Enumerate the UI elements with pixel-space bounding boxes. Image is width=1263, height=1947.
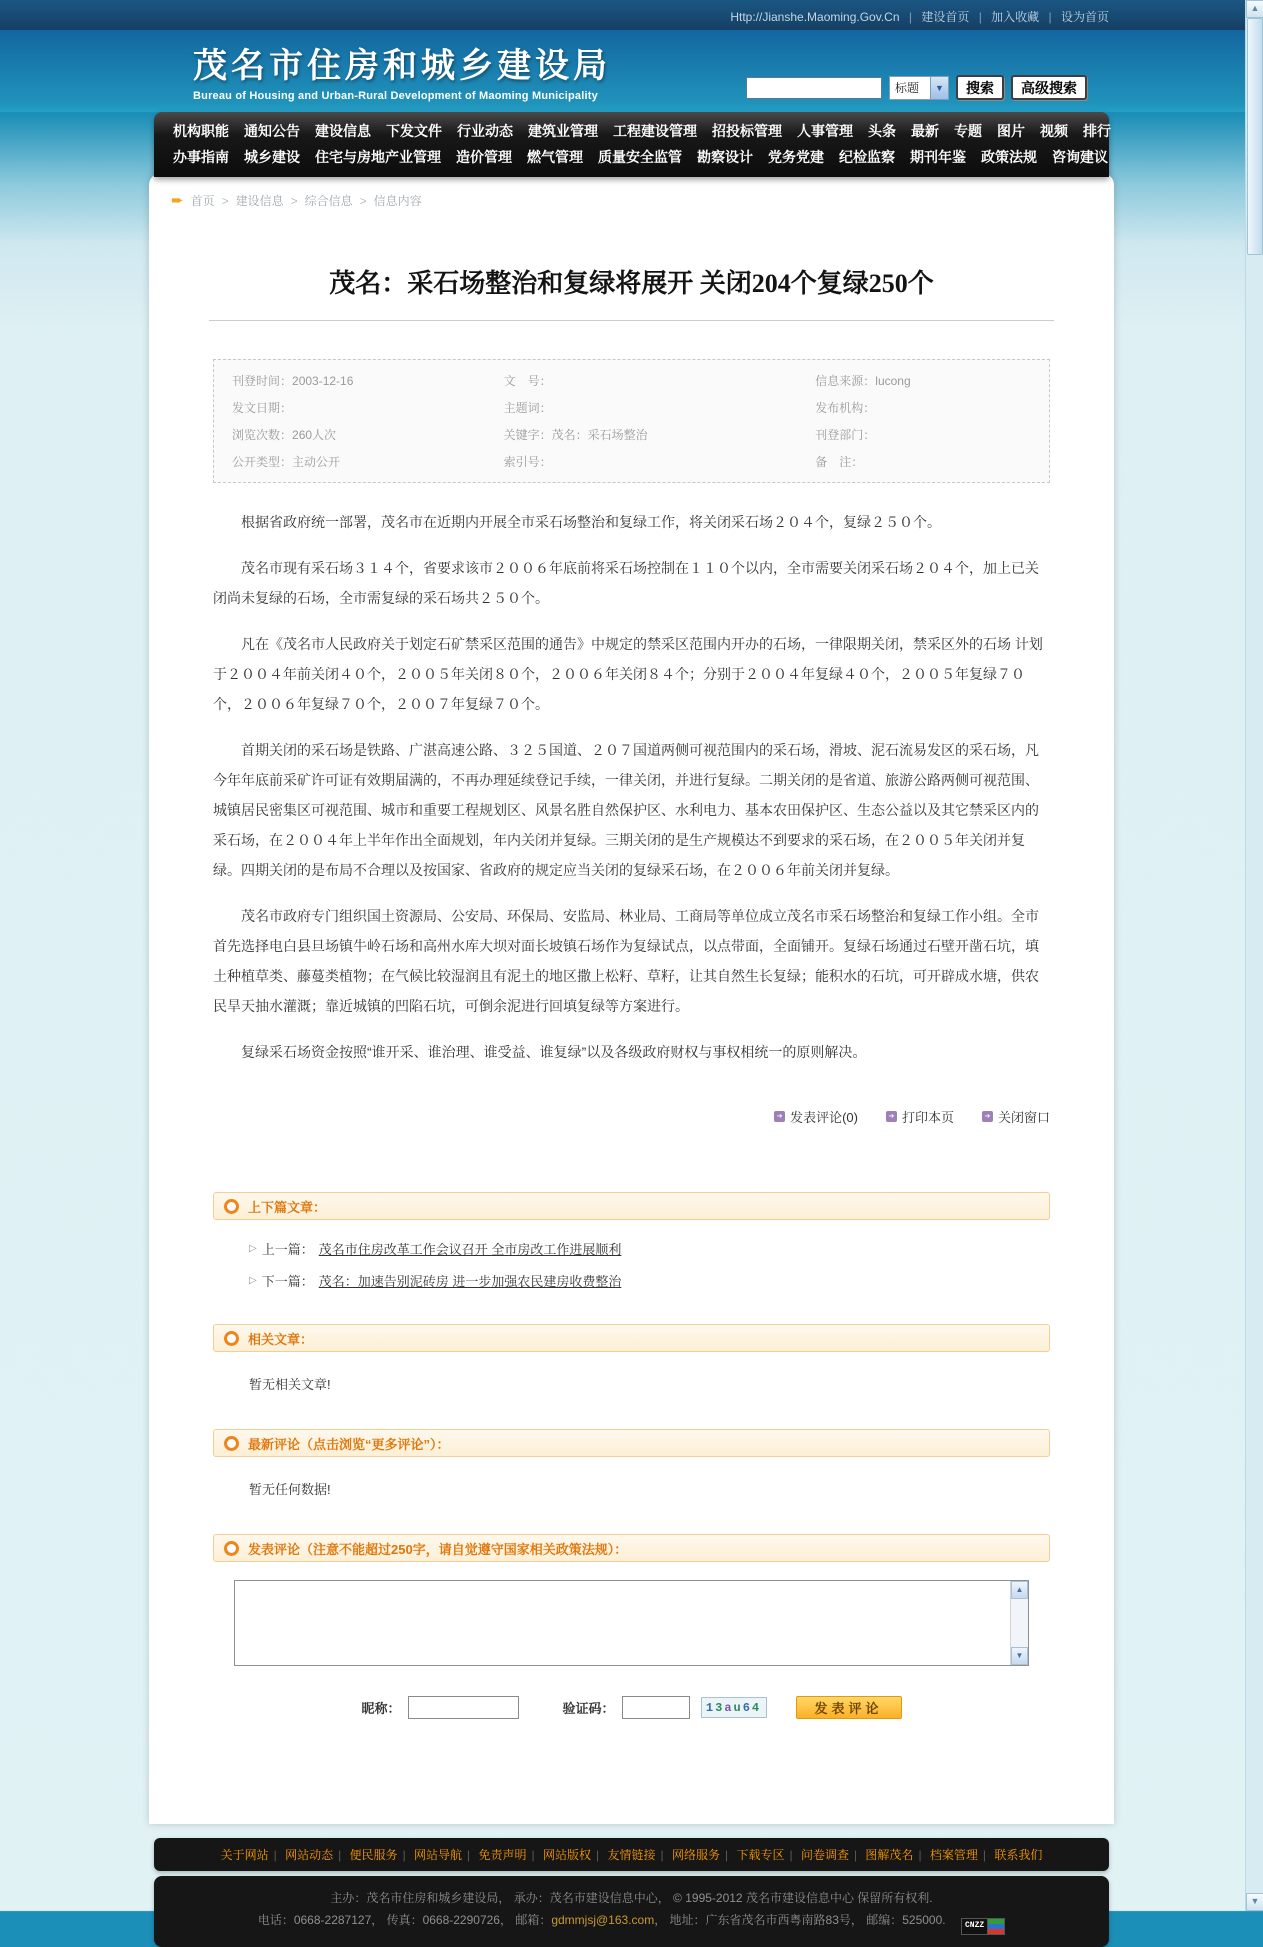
site-subtitle: Bureau of Housing and Urban-Rural Development of Maoming Municipality	[193, 90, 598, 102]
meta-department: 刊登部门：	[815, 428, 876, 442]
nav-item[interactable]: 视频	[1040, 123, 1068, 139]
search-input[interactable]	[746, 77, 882, 99]
nav-item[interactable]: 通知公告	[244, 123, 300, 139]
content-panel	[149, 173, 1114, 1824]
footer-link[interactable]: 网站动态	[285, 1848, 334, 1862]
footer-link[interactable]: 问卷调查	[800, 1848, 849, 1862]
footer-link[interactable]: 友情链接	[607, 1848, 656, 1862]
cnzz-badge-icon: CNZZ	[961, 1918, 1005, 1935]
top-strip	[0, 0, 1263, 30]
site-url: Http://Jianshe.Maoming.Gov.Cn	[730, 10, 900, 24]
nav-item[interactable]: 专题	[954, 123, 982, 139]
nav-row-2	[154, 144, 1109, 170]
nav-item[interactable]: 政策法规	[981, 149, 1037, 165]
captcha-field[interactable]	[622, 1696, 690, 1719]
triangle-bullet-icon: ▷	[249, 1243, 257, 1254]
chevron-down-icon: ▼	[930, 77, 948, 99]
nav-item[interactable]: 城乡建设	[244, 149, 300, 165]
search-bar	[746, 75, 1087, 100]
divider: |	[978, 10, 982, 24]
article-paragraph: 茂名市政府专门组织国土资源局、公安局、环保局、安监局、林业局、工商局等单位成立茂名市采石场整治和复绿工作小组。全市首先选择电白县旦场镇牛岭石场和高州水库大坝对面长坡镇石场作为复绿试点，以点带面，全面铺开。复绿石场通过石壁开凿石坑，填土种植草类、藤蔓类植物；在气候比较湿润且有泥土的地区撒上松籽、草籽，让其自然生长复绿；能积水的石坑，可开辟成水塘，供农民旱天抽水灌溉；靠近城镇的凹陷石坑，可倒余泥进行回填复绿等方案进行。	[213, 908, 1039, 1014]
nav-item[interactable]: 燃气管理	[527, 149, 583, 165]
footer-link[interactable]: 关于网站	[220, 1848, 269, 1862]
breadcrumb-current: 信息内容	[373, 194, 422, 208]
next-article-link[interactable]: 茂名：加速告别泥砖房 进一步加强农民建房收费整治	[318, 1274, 622, 1289]
article-paragraph: 凡在《茂名市人民政府关于划定石矿禁采区范围的通告》中规定的禁采区范围内开办的石场，一律限期关闭，禁采区外的石场 计划于２００４年前关闭４０个，２００５年关闭８０个，２００６年关闭８４个；分别于２００４年复绿４０个，２００５年复绿７０个，２００６年复绿７０个，２００７年复绿７０个。	[213, 636, 1043, 712]
divider: |	[918, 1848, 922, 1862]
divider: |	[467, 1848, 471, 1862]
title-divider	[209, 320, 1054, 321]
divider: |	[982, 1848, 987, 1862]
breadcrumb-arrow-icon: ➨	[171, 192, 184, 209]
divider: |	[853, 1848, 858, 1862]
meta-views: 浏览次数：260人次	[232, 428, 337, 442]
footer-link[interactable]: 网站版权	[543, 1848, 592, 1862]
search-category-select[interactable]	[889, 76, 949, 100]
captcha-label: 验证码：	[562, 1701, 615, 1716]
nav-item[interactable]: 机构职能	[173, 123, 229, 139]
meta-keywords: 关键字：茂名：采石场整治	[503, 428, 648, 442]
breadcrumb-general-info[interactable]: 综合信息	[304, 194, 353, 208]
article-paragraph: 复绿采石场资金按照“谁开采、谁治理、谁受益、谁复绿”以及各级政府财权与事权相统一的原则解决。	[241, 1044, 867, 1060]
divider: |	[531, 1848, 535, 1862]
search-category-label: 标题	[895, 81, 920, 95]
prev-label: 上一篇：	[261, 1242, 314, 1257]
nav-item[interactable]: 建筑业管理	[528, 123, 598, 139]
arrow-bullet-icon: ➔	[774, 1111, 785, 1122]
scroll-thumb[interactable]	[1247, 18, 1263, 255]
captcha-image: 1 3 a u 6 4	[701, 1697, 767, 1718]
comments-empty-note: 暂无任何数据!	[249, 1482, 331, 1497]
nav-item[interactable]: 质量安全监管	[598, 149, 682, 165]
nav-item[interactable]: 咨询建议	[1052, 149, 1108, 165]
nav-item[interactable]: 纪检监察	[839, 149, 895, 165]
nav-item[interactable]: 造价管理	[456, 149, 512, 165]
ring-bullet-icon	[224, 1331, 239, 1346]
nav-item[interactable]: 下发文件	[386, 123, 442, 139]
post-comment-link[interactable]: ➔ 发表评论(0)	[774, 1107, 858, 1126]
nickname-field[interactable]	[408, 1696, 519, 1719]
nav-item[interactable]: 办事指南	[173, 149, 229, 165]
divider: |	[1048, 10, 1052, 24]
ring-bullet-icon	[224, 1436, 239, 1451]
nav-item[interactable]: 党务党建	[768, 149, 824, 165]
advanced-search-button[interactable]: 高级搜索	[1011, 75, 1087, 100]
site-title: 茂名市住房和城乡建设局	[193, 47, 611, 85]
footer-link[interactable]: 下载专区	[736, 1848, 785, 1862]
nav-item[interactable]: 行业动态	[457, 123, 513, 139]
footer-link[interactable]: 联系我们	[994, 1848, 1043, 1862]
footer-copyright	[154, 1876, 1109, 1947]
article-paragraph: 首期关闭的采石场是铁路、广湛高速公路、３２５国道、２０７国道两侧可视范围内的采石场，滑坡、泥石流易发区的采石场，凡今年年底前采矿许可证有效期届满的，不再办理延续登记手续，一律关闭，并进行复绿。二期关闭的是省道、旅游公路两侧可视范围、城镇居民密集区可视范围、城市和重要工程规划区、风景名胜自然保护区、水利电力、基本农田保护区、生态公益以及其它禁采区内的采石场，在２００４年上半年作出全面规划，年内关闭并复绿。三期关闭的是生产规模达不到要求的采石场，在２００５年关闭并复绿。四期关闭的是布局不合理以及按国家、省政府的规定应当关闭的复绿采石场，在２００６年前关闭并复绿。	[213, 742, 1039, 878]
breadcrumb-separator: >	[290, 193, 298, 208]
meta-doc-number: 文 号：	[503, 374, 552, 388]
divider: |	[338, 1848, 342, 1862]
article-actions	[149, 1083, 1114, 1126]
next-article-row	[149, 1258, 1114, 1290]
divider: |	[908, 10, 912, 24]
footer-link[interactable]: 档案管理	[929, 1848, 978, 1862]
nav-item[interactable]: 人事管理	[797, 123, 853, 139]
prev-article-row	[149, 1220, 1114, 1258]
section-comments-header: 最新评论（点击浏览“更多评论”）：	[213, 1429, 1050, 1457]
main-nav	[154, 112, 1109, 177]
nav-item[interactable]: 工程建设管理	[613, 123, 697, 139]
meta-remark: 备 注：	[815, 455, 864, 469]
footer-link[interactable]: 网站导航	[414, 1848, 463, 1862]
divider: |	[660, 1848, 664, 1862]
meta-agency: 发布机构：	[815, 401, 876, 415]
topbar-link-home[interactable]: 建设首页	[921, 10, 970, 24]
comment-textarea[interactable]	[234, 1580, 1029, 1666]
close-window-link[interactable]: ➔ 关闭窗口	[982, 1107, 1050, 1126]
page-scrollbar[interactable]	[1245, 0, 1263, 1911]
scroll-down-icon[interactable]: ▼	[1246, 1893, 1263, 1911]
divider: |	[724, 1848, 729, 1862]
nav-item[interactable]: 住宅与房地产业管理	[315, 149, 441, 165]
divider: |	[789, 1848, 793, 1862]
breadcrumb	[149, 177, 1114, 221]
nav-item[interactable]: 图片	[997, 123, 1025, 139]
nav-row-1	[154, 118, 1109, 144]
nav-item[interactable]: 勘察设计	[697, 149, 753, 165]
meta-publish-time: 刊登时间：2003-12-16	[232, 374, 354, 388]
copyright-line-1: 主办：茂名市住房和城乡建设局， 承办：茂名市建设信息中心， © 1995-2012 茂名市建设信息中心 保留所有权利.	[330, 1891, 933, 1905]
next-label: 下一篇：	[261, 1274, 314, 1289]
ring-bullet-icon	[224, 1199, 239, 1214]
footer-email-link[interactable]: gdmmjsj@163.com	[551, 1913, 655, 1927]
nav-item[interactable]: 建设信息	[315, 123, 371, 139]
section-prev-next-header: 上下篇文章：	[213, 1192, 1050, 1220]
footer-links-bar	[154, 1838, 1109, 1871]
topbar-link-favorite[interactable]: 加入收藏	[991, 10, 1040, 24]
search-button[interactable]: 搜索	[956, 75, 1004, 100]
meta-issue-date: 发文日期：	[232, 401, 293, 415]
nav-item[interactable]: 排行	[1083, 123, 1111, 139]
footer-link[interactable]: 网络服务	[671, 1848, 720, 1862]
topbar-link-sethome[interactable]: 设为首页	[1060, 10, 1109, 24]
meta-subject: 主题词：	[503, 401, 552, 415]
section-related-header: 相关文章：	[213, 1324, 1050, 1352]
arrow-bullet-icon: ➔	[886, 1111, 897, 1122]
divider: |	[596, 1848, 600, 1862]
arrow-bullet-icon: ➔	[982, 1111, 993, 1122]
ring-bullet-icon	[224, 1541, 239, 1556]
scroll-down-icon[interactable]: ▼	[1011, 1647, 1028, 1665]
nickname-label: 昵称：	[361, 1701, 401, 1716]
article-meta-box	[213, 359, 1050, 483]
nav-item[interactable]: 招投标管理	[712, 123, 782, 139]
meta-index-number: 索引号：	[503, 455, 552, 469]
nav-item[interactable]: 头条	[868, 123, 896, 139]
breadcrumb-home[interactable]: 首页	[190, 194, 215, 208]
header	[0, 30, 1263, 112]
divider: |	[402, 1848, 406, 1862]
footer-link[interactable]: 便民服务	[349, 1848, 398, 1862]
article-paragraph: 根据省政府统一部署，茂名市在近期内开展全市采石场整治和复绿工作，将关闭采石场２０４个，复绿２５０个。	[241, 514, 941, 530]
submit-comment-button[interactable]: 发表评论	[796, 1696, 902, 1719]
nav-item[interactable]: 期刊年鉴	[910, 149, 966, 165]
scroll-up-icon[interactable]: ▲	[1011, 1581, 1028, 1599]
footer-link[interactable]: 免责声明	[478, 1848, 527, 1862]
meta-source: 信息来源：lucong	[815, 374, 911, 388]
breadcrumb-construction-info[interactable]: 建设信息	[235, 194, 284, 208]
article-body	[149, 483, 1114, 1067]
footer-link[interactable]: 图解茂名	[865, 1848, 914, 1862]
divider: |	[273, 1848, 277, 1862]
triangle-bullet-icon: ▷	[249, 1275, 257, 1286]
prev-article-link[interactable]: 茂名市住房改革工作会议召开 全市房改工作进展顺利	[318, 1242, 622, 1257]
article-paragraph: 茂名市现有采石场３１４个，省要求该市２００６年底前将采石场控制在１１０个以内，全市需要关闭采石场２０４个，加上已关闭尚未复绿的石场，全市需复绿的采石场共２５０个。	[213, 560, 1039, 606]
related-empty-note: 暂无相关文章!	[249, 1377, 331, 1392]
breadcrumb-separator: >	[359, 193, 367, 208]
site-logo	[193, 38, 611, 102]
page-title: 茂名：采石场整治和复绿将展开 关闭204个复绿250个	[329, 269, 934, 298]
nav-item[interactable]: 最新	[911, 123, 939, 139]
meta-open-type: 公开类型：主动公开	[232, 455, 341, 469]
textarea-scrollbar[interactable]	[1010, 1581, 1028, 1665]
breadcrumb-separator: >	[221, 193, 229, 208]
print-page-link[interactable]: ➔ 打印本页	[886, 1107, 954, 1126]
section-post-comment-header: 发表评论（注意不能超过250字，请自觉遵守国家相关政策法规）：	[213, 1534, 1050, 1562]
comment-form-row	[149, 1666, 1114, 1719]
scroll-up-icon[interactable]: ▲	[1246, 0, 1263, 18]
copyright-line-2: 电话：0668-2287127， 传真：0668-2290726， 邮箱：gdmmjsj@163.com， 地址：广东省茂名市西粤南路83号， 邮编：525000. CNZZ	[154, 1909, 1109, 1935]
